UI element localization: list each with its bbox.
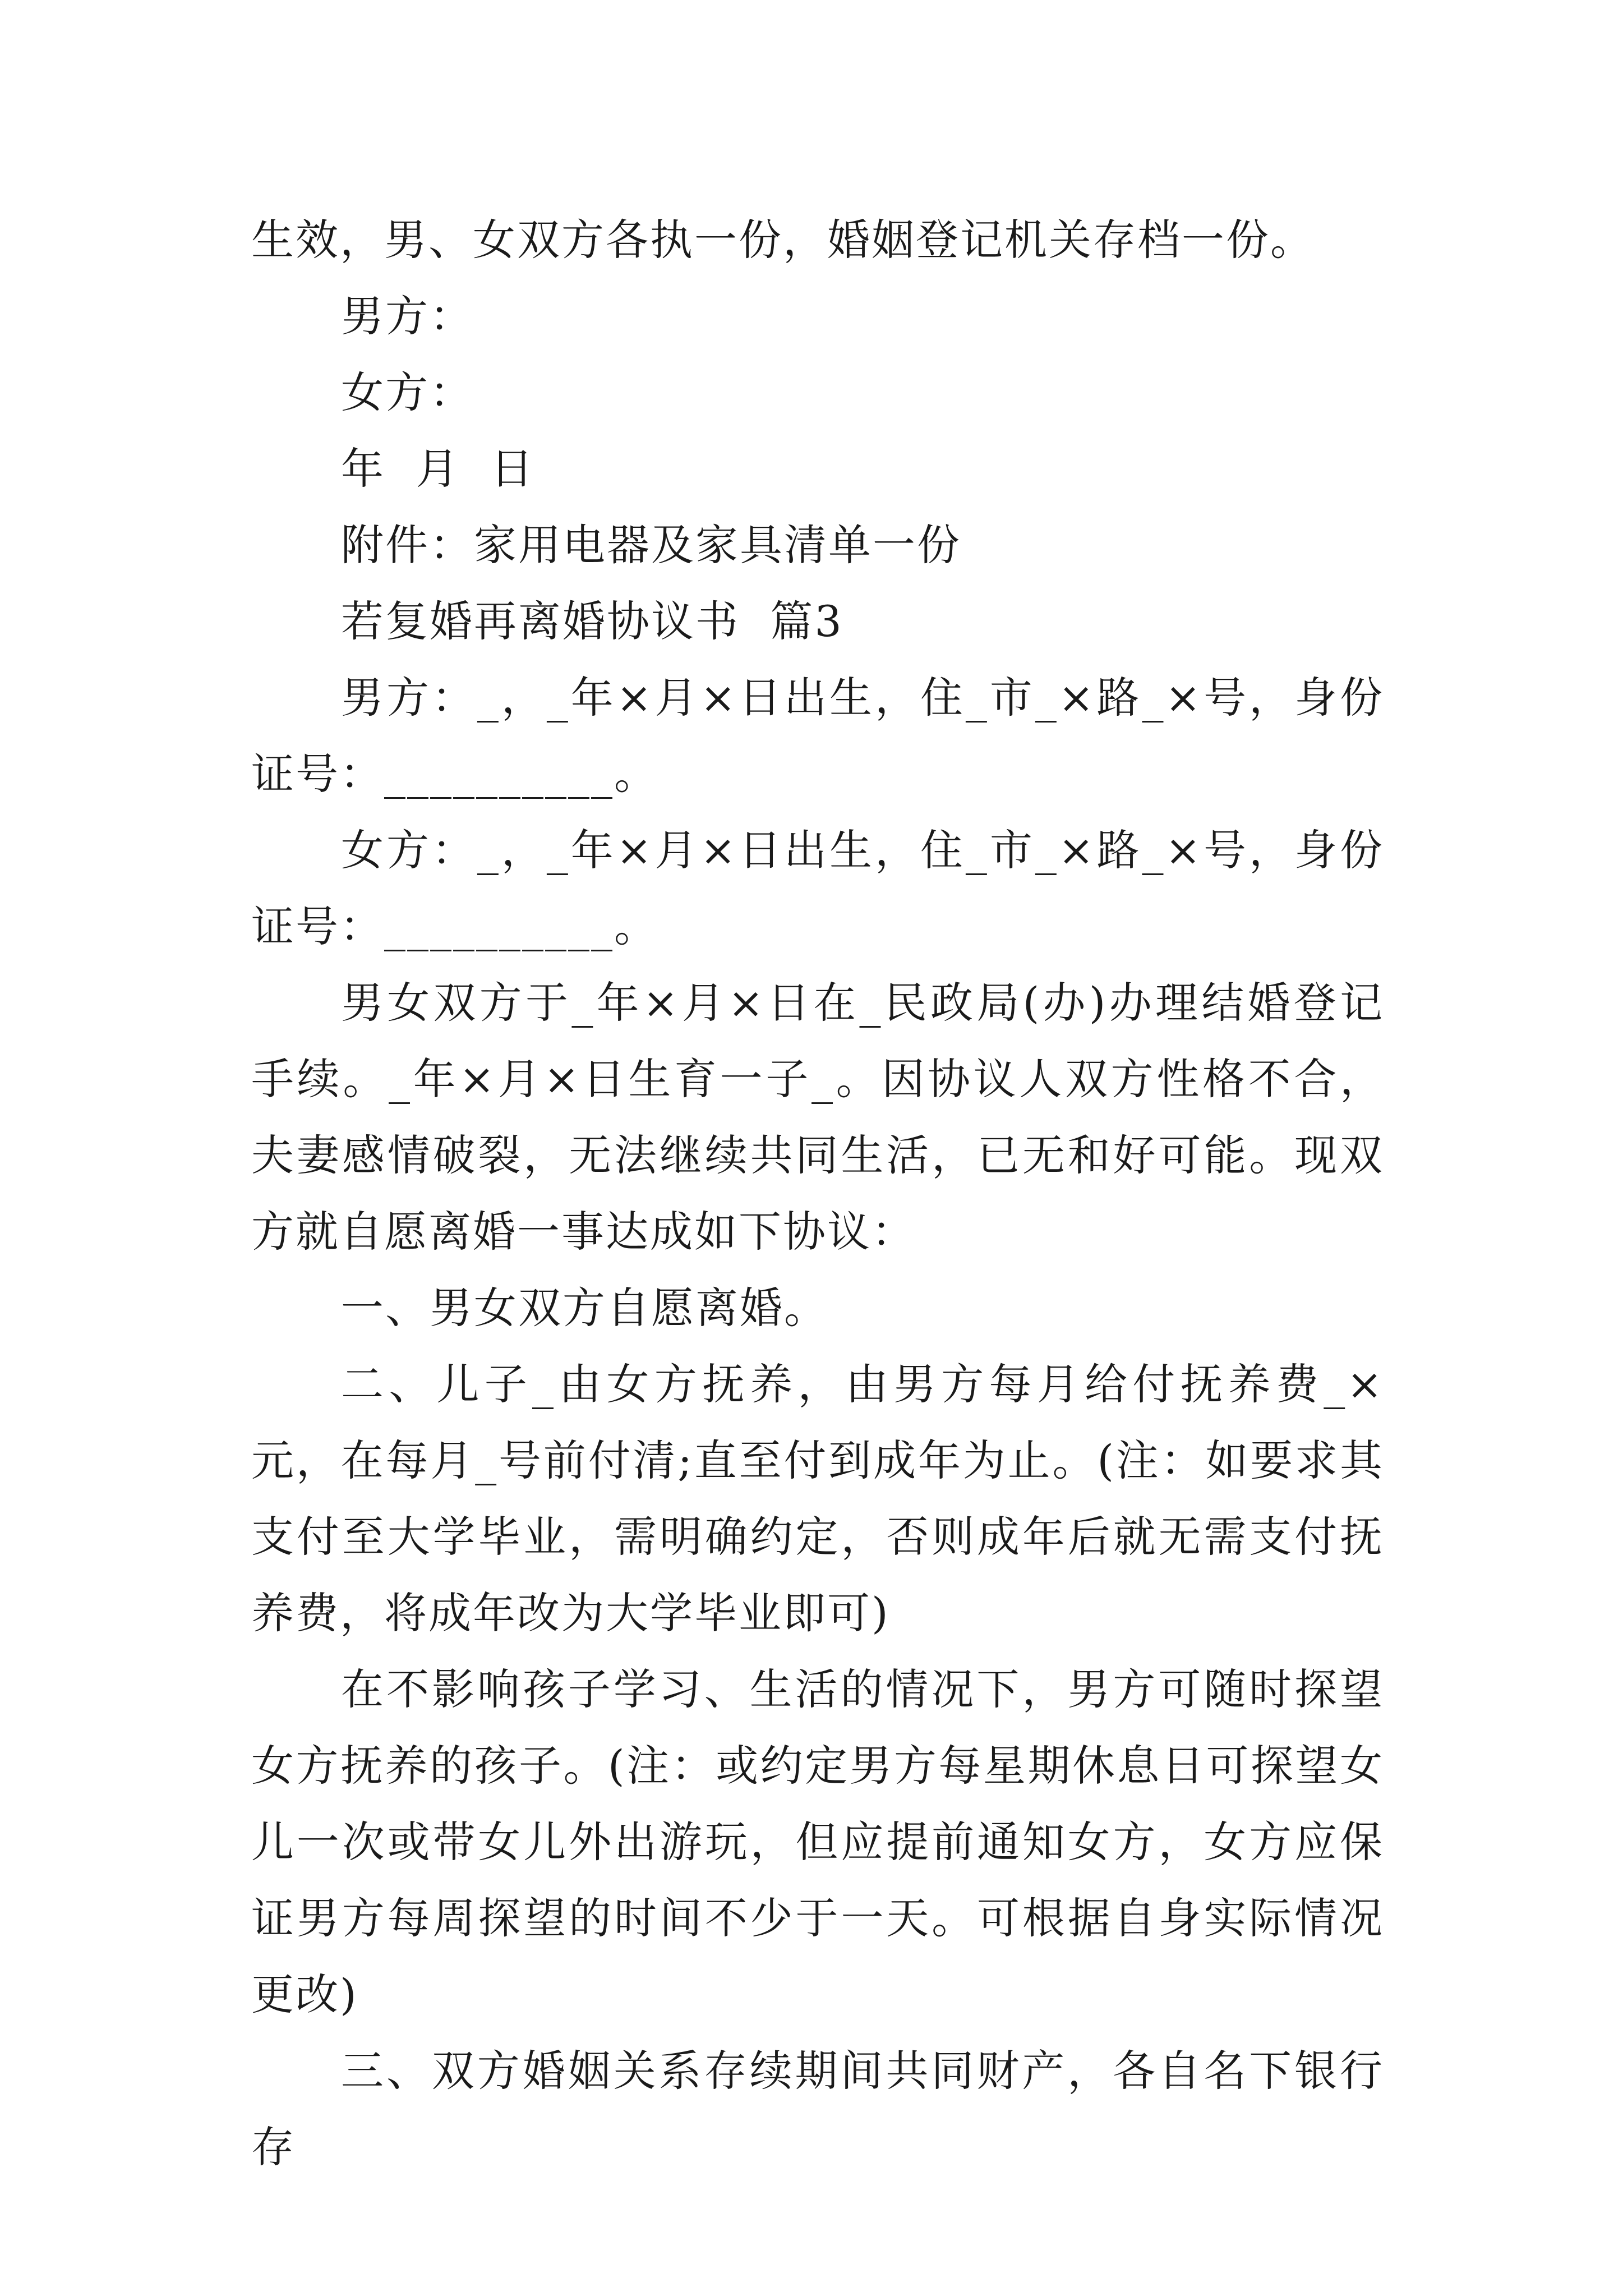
paragraph-continuation: 生效，男、女双方各执一份，婚姻登记机关存档一份。 [251, 215, 1315, 265]
paragraph-visitation: 在不影响孩子学习、生活的情况下，男方可随时探望女方抚养的孩子。(注：或约定男方每星期休息日可探望女儿一次或带女儿外出游玩，但应提前通知女方，女方应保证男方每周探望的时间不少于一天。可根据自身实际情况更改) [251, 1664, 1384, 2019]
clause-one: 一、男女双方自愿离婚。 [341, 1283, 828, 1333]
paragraph-female-info: 女方：_，_年×月×日出生，住_市_×路_×号，身份证号：__________。 [251, 825, 1384, 951]
document-body [251, 202, 1384, 2185]
paragraph-male-info: 男方：_，_年×月×日出生，住_市_×路_×号，身份证号：__________。 [251, 673, 1384, 799]
section-title: 若复婚再离婚协议书 篇3 [341, 596, 843, 646]
clause-two: 二、儿子_由女方抚养，由男方每月给付抚养费_×元，在每月_号前付清;直至付到成年为止。(注：如要求其支付至大学毕业，需明确约定，否则成年后就无需支付抚养费，将成年改为大学毕业即可) [251, 1359, 1384, 1638]
paragraph-attachment: 附件：家用电器及家具清单一份 [341, 520, 961, 570]
paragraph-marriage-background: 男女双方于_年×月×日在_民政局(办)办理结婚登记手续。_年×月×日生育一子_。因协议人双方性格不合，夫妻感情破裂，无法继续共同生活，已无和好可能。现双方就自愿离婚一事达成如下协议： [251, 978, 1384, 1257]
paragraph-date: 年 月 日 [341, 444, 535, 494]
paragraph-male-signature: 男方： [341, 291, 474, 341]
clause-three: 三、双方婚姻关系存续期间共同财产，各自名下银行存 [251, 2046, 1384, 2172]
paragraph-female-signature: 女方： [341, 367, 474, 417]
